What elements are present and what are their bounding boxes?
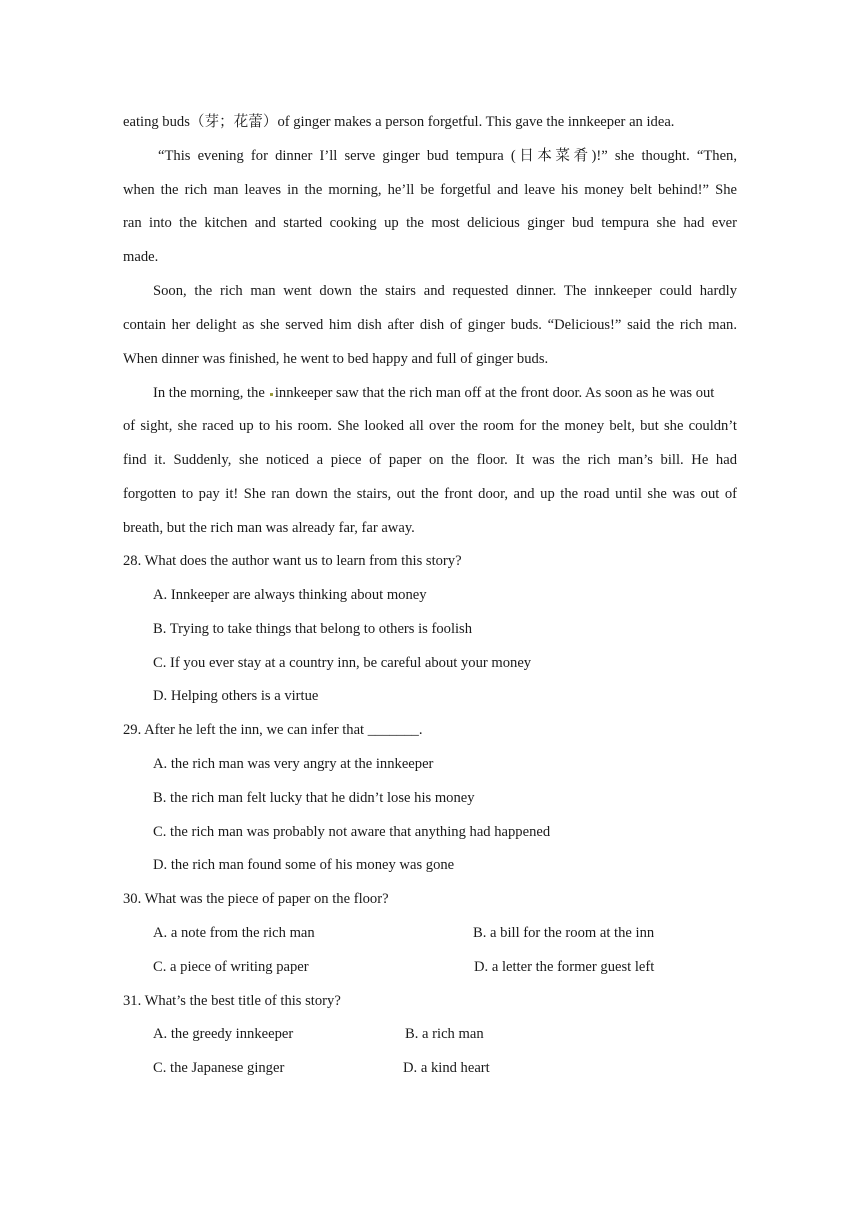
answer-option: B. a bill for the room at the inn: [473, 925, 655, 941]
answer-option: C. the rich man was probably not aware that anything had happened: [153, 824, 551, 840]
answer-option: C. a piece of writing paper: [153, 959, 309, 975]
passage-line: “This evening for dinner I’ll serve ginger bud tempura (日本菜肴)!” she thought. “Then,: [158, 148, 737, 164]
answer-option: D. the rich man found some of his money was gone: [153, 857, 455, 873]
question-stem: 28. What does the author want us to learn from this story?: [123, 553, 462, 569]
answer-option: B. Trying to take things that belong to others is foolish: [153, 621, 473, 637]
answer-option: C. the Japanese ginger: [153, 1060, 285, 1076]
stray-dot-mark: [270, 393, 273, 396]
answer-option: A. the rich man was very angry at the innkeeper: [153, 756, 434, 772]
question-stem: 30. What was the piece of paper on the floor?: [123, 891, 389, 907]
passage-line: Soon, the rich man went down the stairs and requested dinner. The innkeeper could hardly: [153, 283, 737, 299]
passage-line: breath, but the rich man was already far, far away.: [123, 520, 415, 536]
passage-line-part: innkeeper saw that the rich man off at the front door. As soon as he was out: [274, 385, 715, 401]
question-stem: 31. What’s the best title of this story?: [123, 993, 341, 1009]
passage-line: made.: [123, 249, 159, 265]
answer-option: D. a letter the former guest left: [474, 959, 655, 975]
answer-option: B. the rich man felt lucky that he didn’t lose his money: [153, 790, 475, 806]
passage-line: of sight, she raced up to his room. She looked all over the room for the money belt, but she couldn’t: [123, 418, 737, 434]
passage-line: find it. Suddenly, she noticed a piece of paper on the floor. It was the rich man’s bill. He had: [123, 452, 737, 468]
answer-option: A. the greedy innkeeper: [153, 1026, 294, 1042]
passage-line-part: In the morning, the: [153, 385, 265, 401]
question-stem: 29. After he left the inn, we can infer that _______.: [123, 722, 423, 738]
answer-option: D. a kind heart: [403, 1060, 490, 1076]
passage-line: When dinner was finished, he went to bed happy and full of ginger buds.: [123, 351, 549, 367]
answer-option: D. Helping others is a virtue: [153, 688, 319, 704]
answer-option: A. Innkeeper are always thinking about money: [153, 587, 427, 603]
passage-line: forgotten to pay it! She ran down the stairs, out the front door, and up the road until she was out of: [123, 486, 737, 502]
passage-line: contain her delight as she served him dish after dish of ginger buds. “Delicious!” said the rich man.: [123, 317, 737, 333]
passage-line: when the rich man leaves in the morning, he’ll be forgetful and leave his money belt behind!” She: [123, 182, 737, 198]
passage-line: [153, 383, 737, 403]
passage-line: eating buds（芽；花蕾）of ginger makes a person forgetful. This gave the innkeeper an idea.: [123, 114, 675, 130]
answer-option: C. If you ever stay at a country inn, be careful about your money: [153, 655, 532, 671]
answer-option: B. a rich man: [405, 1026, 484, 1042]
passage-line: ran into the kitchen and started cooking up the most delicious ginger bud tempura she had ever: [123, 215, 737, 231]
answer-option: A. a note from the rich man: [153, 925, 315, 941]
